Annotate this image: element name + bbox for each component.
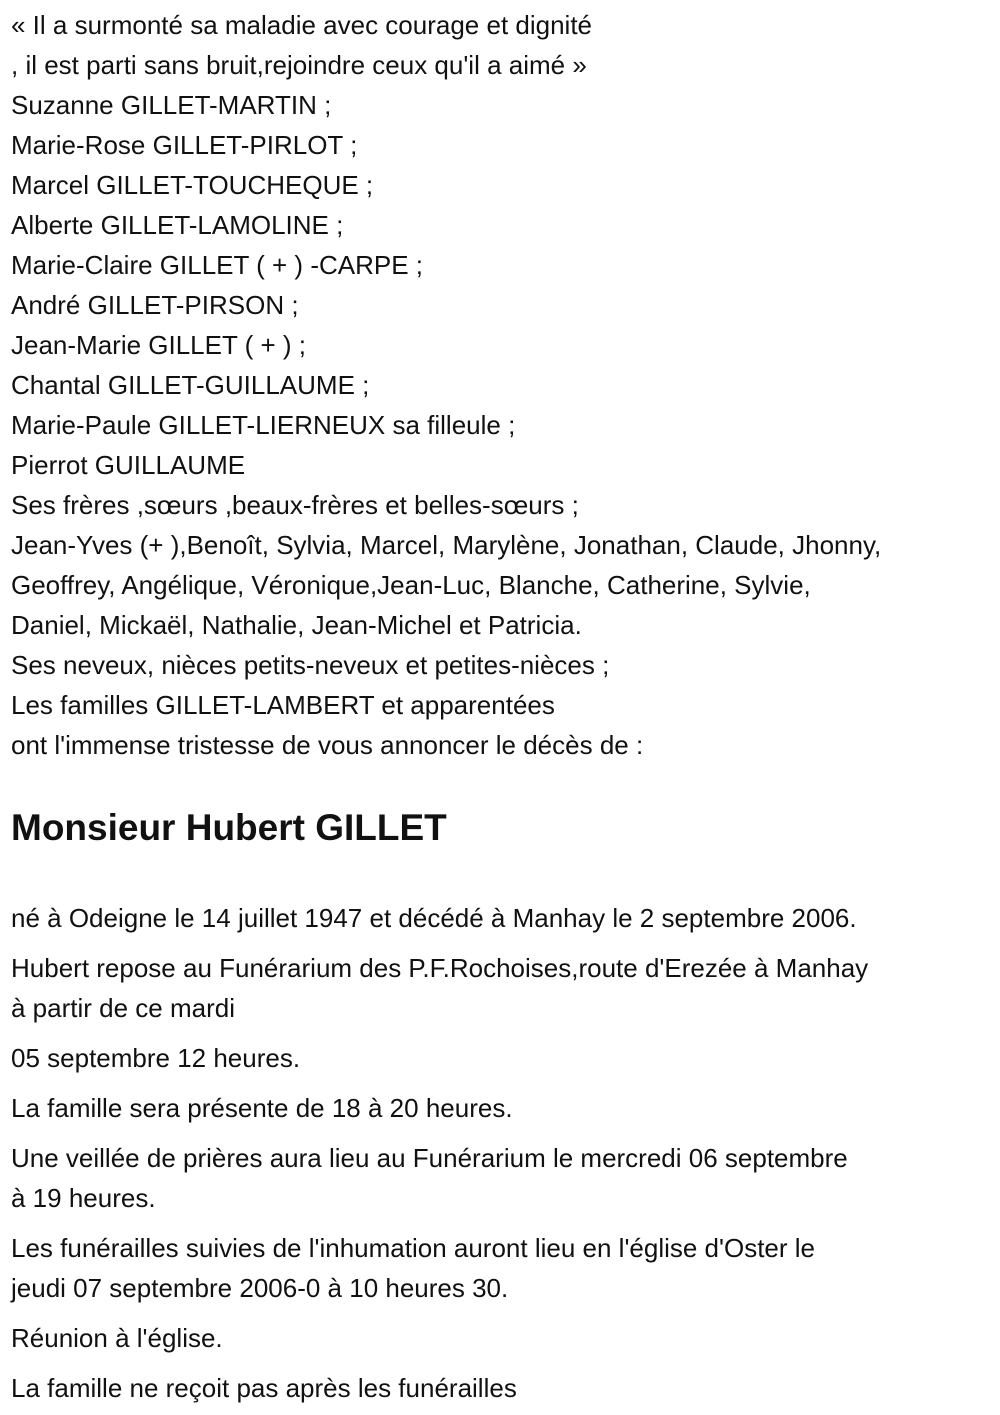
paragraph-line: Une veillée de prières aura lieu au Funérarium le mercredi 06 septembre bbox=[11, 1143, 848, 1173]
paragraph-line: à 19 heures. bbox=[11, 1183, 156, 1213]
paragraph-line: La famille ne reçoit pas après les funérailles bbox=[11, 1373, 517, 1403]
paragraph-line: né à Odeigne le 14 juillet 1947 et décédé à Manhay le 2 septembre 2006. bbox=[11, 903, 857, 933]
detail-paragraph bbox=[11, 948, 1000, 1028]
intro-line: Daniel, Mickaël, Nathalie, Jean-Michel et Patricia. bbox=[11, 610, 582, 640]
intro-line: Pierrot GUILLAUME bbox=[11, 450, 246, 480]
intro-line: Les familles GILLET-LAMBERT et apparentées bbox=[11, 690, 555, 720]
details-section bbox=[11, 898, 1000, 1408]
detail-paragraph bbox=[11, 1318, 1000, 1358]
intro-line: Alberte GILLET-LAMOLINE ; bbox=[11, 210, 344, 240]
detail-paragraph bbox=[11, 1368, 1000, 1408]
intro-line: Geoffrey, Angélique, Véronique,Jean-Luc, Blanche, Catherine, Sylvie, bbox=[11, 570, 811, 600]
detail-paragraph bbox=[11, 1088, 1000, 1128]
intro-line: André GILLET-PIRSON ; bbox=[11, 290, 299, 320]
detail-paragraph bbox=[11, 898, 1000, 938]
detail-paragraph bbox=[11, 1138, 1000, 1218]
intro-line: « Il a surmonté sa maladie avec courage et dignité bbox=[11, 10, 593, 40]
paragraph-line: Réunion à l'église. bbox=[11, 1323, 223, 1353]
intro-line: Marie-Claire GILLET ( + ) -CARPE ; bbox=[11, 250, 424, 280]
deceased-name-heading: Monsieur Hubert GILLET bbox=[11, 807, 447, 848]
paragraph-line: 05 septembre 12 heures. bbox=[11, 1043, 301, 1073]
intro-line: Chantal GILLET-GUILLAUME ; bbox=[11, 370, 370, 400]
intro-line: Marcel GILLET-TOUCHEQUE ; bbox=[11, 170, 374, 200]
detail-paragraph bbox=[11, 1228, 1000, 1308]
intro-line: Marie-Paule GILLET-LIERNEUX sa filleule ; bbox=[11, 410, 516, 440]
intro-line: ont l'immense tristesse de vous annoncer le décès de : bbox=[11, 730, 644, 760]
intro-line: Ses frères ,sœurs ,beaux-frères et belles-sœurs ; bbox=[11, 490, 579, 520]
paragraph-line: jeudi 07 septembre 2006-0 à 10 heures 30. bbox=[11, 1273, 509, 1303]
intro-section bbox=[11, 5, 1000, 765]
intro-line: , il est parti sans bruit,rejoindre ceux qu'il a aimé » bbox=[11, 50, 587, 80]
intro-line: Jean-Yves (+ ),Benoît, Sylvia, Marcel, Marylène, Jonathan, Claude, Jhonny, bbox=[11, 530, 882, 560]
detail-paragraph bbox=[11, 1038, 1000, 1078]
intro-line: Jean-Marie GILLET ( + ) ; bbox=[11, 330, 307, 360]
intro-line: Ses neveux, nièces petits-neveux et petites-nièces ; bbox=[11, 650, 610, 680]
intro-line: Marie-Rose GILLET-PIRLOT ; bbox=[11, 130, 358, 160]
paragraph-line: à partir de ce mardi bbox=[11, 993, 235, 1023]
paragraph-line: Hubert repose au Funérarium des P.F.Rochoises,route d'Erezée à Manhay bbox=[11, 953, 869, 983]
paragraph-line: La famille sera présente de 18 à 20 heures. bbox=[11, 1093, 513, 1123]
paragraph-line: Les funérailles suivies de l'inhumation auront lieu en l'église d'Oster le bbox=[11, 1233, 816, 1263]
intro-line: Suzanne GILLET-MARTIN ; bbox=[11, 90, 332, 120]
